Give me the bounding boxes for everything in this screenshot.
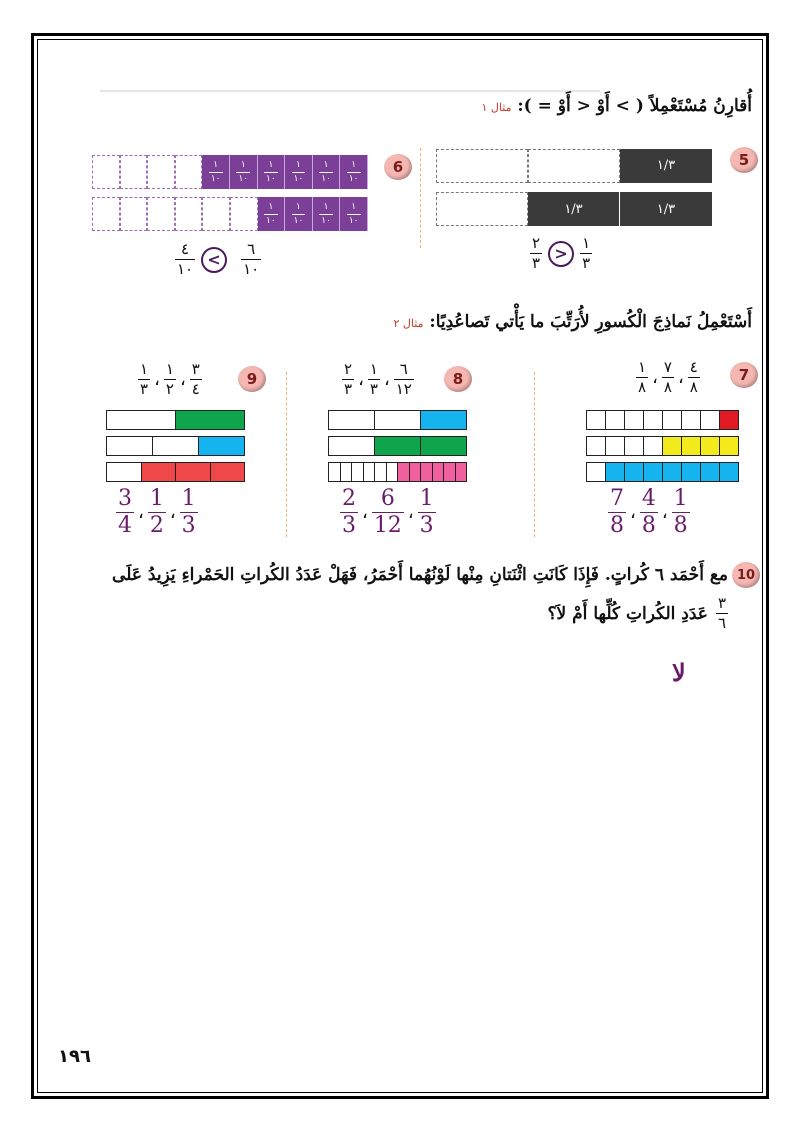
question-10-answer: لا bbox=[672, 658, 686, 687]
exercise-5-bar-1 bbox=[436, 149, 712, 183]
given-fraction: $\frac{١}{٨}$ bbox=[638, 358, 647, 396]
strip-cell-filled bbox=[681, 462, 701, 482]
section2-divider-left bbox=[286, 372, 287, 537]
strip-cell-filled bbox=[175, 462, 211, 482]
strip-cell-filled bbox=[455, 462, 468, 482]
strip-cell-filled bbox=[420, 410, 467, 430]
bar-cell-empty bbox=[175, 155, 203, 189]
bar-cell-filled bbox=[258, 197, 286, 231]
exercise-8-number: 8 bbox=[452, 370, 464, 388]
answer-fraction: $\frac{1}{2}$ bbox=[149, 486, 164, 538]
given-fraction: $\frac{٣}{٤}$ bbox=[191, 360, 200, 398]
answer-fraction: $\frac{1}{8}$ bbox=[673, 486, 688, 538]
fraction-right: $\frac{١}{٣}$ bbox=[582, 234, 591, 272]
separator: ، bbox=[154, 369, 160, 390]
separator: ، bbox=[138, 502, 144, 523]
strip-cell-filled bbox=[719, 410, 739, 430]
exercise-6-bar-1 bbox=[92, 155, 368, 189]
bar-label bbox=[655, 159, 677, 174]
exercise-9-given bbox=[138, 362, 202, 397]
given-fraction: $\frac{١}{٢}$ bbox=[165, 360, 174, 398]
exercise-7-answer bbox=[608, 488, 690, 537]
strip-cell-empty bbox=[624, 436, 644, 456]
strip-cell-filled bbox=[700, 436, 720, 456]
answer-fraction: $\frac{1}{3}$ bbox=[419, 486, 434, 538]
bar-cell-filled bbox=[620, 192, 712, 226]
strip-cell-empty bbox=[643, 436, 663, 456]
exercise-9-bars bbox=[106, 410, 244, 482]
answer-fraction: $\frac{2}{3}$ bbox=[342, 486, 356, 538]
strip-cell-empty bbox=[328, 436, 375, 456]
separator: ، bbox=[661, 502, 668, 523]
bar-segment-label: $\frac{١}{١٠}$ bbox=[321, 201, 331, 226]
strip-cell-empty bbox=[605, 436, 625, 456]
strip-cell-empty bbox=[624, 410, 644, 430]
bar-label: ١/٣ bbox=[656, 201, 676, 217]
strip-cell-empty bbox=[586, 410, 606, 430]
strip-cell-empty bbox=[586, 436, 606, 456]
bar-segment-label: $\frac{١}{١٠}$ bbox=[348, 201, 359, 226]
given-fraction: $\frac{٧}{٨}$ bbox=[663, 358, 672, 396]
exercise-7-badge bbox=[730, 362, 758, 388]
fraction-left: $\frac{٢}{٣}$ bbox=[532, 234, 541, 272]
strip-cell-filled bbox=[662, 436, 682, 456]
bar-segment-label: $\frac{١}{١٠}$ bbox=[348, 159, 359, 184]
bar-cell-empty bbox=[528, 149, 620, 183]
section2-divider-right bbox=[534, 372, 535, 537]
question-10-number: 10 bbox=[736, 567, 756, 583]
given-fraction: $\frac{١}{٣}$ bbox=[369, 360, 378, 398]
bar-segment-label: $\frac{١}{١٠}$ bbox=[266, 201, 276, 226]
strip-cell-filled bbox=[420, 436, 467, 456]
bar-cell-empty bbox=[120, 197, 148, 231]
given-fraction: $\frac{٦}{١٢}$ bbox=[395, 360, 412, 398]
bar-segment-label: $\frac{١}{١٠}$ bbox=[238, 159, 249, 184]
separator: ، bbox=[652, 367, 658, 388]
strip-cell-empty bbox=[106, 410, 176, 430]
bar-cell-empty bbox=[436, 192, 528, 226]
section1-example-ref: مثال ١ bbox=[481, 101, 512, 114]
bar-segment-label: $\frac{١}{١٠}$ bbox=[321, 159, 331, 184]
section1-divider bbox=[420, 148, 421, 248]
strip-cell-empty bbox=[586, 462, 606, 482]
exercise-6-badge bbox=[384, 154, 412, 180]
top-rule bbox=[100, 90, 600, 92]
bar-cell-filled bbox=[528, 192, 620, 226]
given-fraction: $\frac{٢}{٣}$ bbox=[344, 360, 353, 398]
exercise-9-badge bbox=[238, 366, 266, 392]
exercise-8-bars bbox=[328, 410, 466, 482]
bar-cell-empty bbox=[92, 155, 120, 189]
bar-cell-empty bbox=[92, 197, 120, 231]
fraction-left: $\frac{٤}{١٠}$ bbox=[177, 240, 194, 278]
strip-cell-filled bbox=[198, 436, 245, 456]
question-10-badge bbox=[732, 562, 760, 588]
bar-cell-filled bbox=[230, 155, 258, 189]
separator: ، bbox=[362, 502, 368, 523]
strip-cell-empty bbox=[106, 436, 153, 456]
exercise-5-badge bbox=[730, 147, 758, 173]
bar-cell-empty bbox=[436, 149, 528, 183]
bar-label-text: ١/٣ bbox=[656, 157, 676, 173]
exercise-5-bar-2 bbox=[436, 192, 712, 226]
strip-cell-filled bbox=[719, 462, 739, 482]
answer-fraction: $\frac{7}{8}$ bbox=[610, 486, 624, 538]
strip-cell-empty bbox=[681, 410, 701, 430]
section1-heading-text: أُقارِنُ مُسْتَعْمِلاً ( > أَوْ < أَوْ = ): bbox=[517, 96, 752, 116]
bar-cell-filled bbox=[285, 197, 313, 231]
exercise-8-badge bbox=[444, 366, 472, 392]
fraction-right: $\frac{٦}{١٠}$ bbox=[243, 240, 260, 278]
strip-cell-empty bbox=[328, 410, 375, 430]
given-fraction: $\frac{١}{٣}$ bbox=[140, 360, 149, 398]
strip-cell-filled bbox=[700, 462, 720, 482]
section2-example-ref: مثال ٢ bbox=[393, 317, 424, 330]
page-number: ١٩٦ bbox=[58, 1046, 91, 1067]
strip-cell-empty bbox=[374, 410, 421, 430]
strip-cell-filled bbox=[624, 462, 644, 482]
separator: ، bbox=[383, 369, 390, 390]
bar-cell-empty bbox=[120, 155, 148, 189]
strip-cell-filled bbox=[141, 462, 177, 482]
separator: ، bbox=[179, 369, 186, 390]
strip-cell-empty bbox=[643, 410, 663, 430]
strip-cell-filled bbox=[210, 462, 246, 482]
bar-cell-filled bbox=[313, 197, 341, 231]
bar-segment-label: $\frac{١}{١٠}$ bbox=[293, 159, 304, 184]
strip-cell-empty bbox=[662, 410, 682, 430]
exercise-6-number: 6 bbox=[392, 158, 404, 176]
strip-cell-filled bbox=[681, 436, 701, 456]
question-10-line2-text: عَدَدِ الكُراتِ كُلِّها أَمْ لاَ؟ bbox=[547, 603, 708, 624]
exercise-7-given bbox=[636, 360, 700, 395]
separator: ، bbox=[407, 502, 414, 523]
bar-cell-empty bbox=[147, 155, 175, 189]
given-fraction: $\frac{٤}{٨}$ bbox=[689, 358, 698, 396]
answer-fraction: $\frac{1}{3}$ bbox=[181, 486, 196, 538]
separator: ، bbox=[630, 502, 636, 523]
strip-cell-empty bbox=[152, 436, 199, 456]
strip-cell-filled bbox=[374, 436, 421, 456]
bar-cell-filled bbox=[258, 155, 286, 189]
bar-cell-filled bbox=[620, 149, 712, 183]
strip-cell-empty bbox=[106, 462, 142, 482]
bar-cell-empty bbox=[147, 197, 175, 231]
section2-heading-text: أَسْتَعْمِلُ نَماذِجَ الْكُسورِ لأُرَتِّبَ ما يَأْتي تَصاعُدِيًا: bbox=[429, 312, 752, 332]
exercise-5-comparison bbox=[530, 236, 592, 271]
bar-label: ١/٣ bbox=[564, 201, 583, 217]
bar-cell-empty bbox=[202, 197, 230, 231]
separator: ، bbox=[677, 367, 684, 388]
bar-segment-label: $\frac{١}{١٠}$ bbox=[210, 159, 221, 184]
bar-segment-label: $\frac{١}{١٠}$ bbox=[293, 201, 304, 226]
bar-cell-filled bbox=[313, 155, 341, 189]
section2-heading bbox=[394, 312, 752, 332]
comparison-symbol: < bbox=[201, 247, 227, 273]
exercise-6-bar-2 bbox=[92, 197, 368, 231]
strip-cell-filled bbox=[719, 436, 739, 456]
separator: ، bbox=[169, 502, 176, 523]
exercise-8-answer bbox=[340, 488, 436, 537]
exercise-6-comparison bbox=[175, 242, 261, 277]
bar-cell-filled bbox=[340, 155, 368, 189]
exercise-7-bars bbox=[586, 410, 738, 482]
question-10-line2 bbox=[548, 596, 728, 631]
strip-cell-filled bbox=[662, 462, 682, 482]
strip-cell-filled bbox=[175, 410, 245, 430]
bar-cell-empty bbox=[175, 197, 203, 231]
question-10-line1: مع أَحْمَد ٦ كُراتٍ. فَإِذَا كَانَتِ اثْنَتانِ مِنْها لَوْنُهُما أَحْمَرُ، فَهَلْ عَدَدُ الكُراتِ الحَمْراءِ يَزِيدُ عَلَى bbox=[112, 565, 728, 585]
strip-cell-filled bbox=[605, 462, 625, 482]
question-10-fraction: $\frac{٣}{٦}$ bbox=[717, 594, 726, 632]
bar-segment-label: $\frac{١}{١٠}$ bbox=[266, 159, 276, 184]
answer-fraction: $\frac{3}{4}$ bbox=[118, 486, 132, 538]
strip-cell-empty bbox=[605, 410, 625, 430]
bar-cell-filled bbox=[202, 155, 230, 189]
bar-cell-empty bbox=[230, 197, 258, 231]
exercise-9-answer bbox=[116, 488, 198, 537]
exercise-5-number: 5 bbox=[738, 151, 750, 169]
answer-fraction: $\frac{4}{8}$ bbox=[641, 486, 656, 538]
separator: ، bbox=[358, 369, 364, 390]
bar-cell-filled bbox=[285, 155, 313, 189]
exercise-8-given bbox=[342, 362, 414, 397]
exercise-7-number: 7 bbox=[738, 366, 750, 384]
exercise-9-number: 9 bbox=[246, 370, 258, 388]
answer-fraction: $\frac{6}{12}$ bbox=[373, 486, 402, 538]
comparison-symbol: > bbox=[548, 241, 574, 267]
section1-heading bbox=[481, 96, 752, 116]
strip-cell-filled bbox=[643, 462, 663, 482]
strip-cell-empty bbox=[700, 410, 720, 430]
bar-cell-filled bbox=[340, 197, 368, 231]
